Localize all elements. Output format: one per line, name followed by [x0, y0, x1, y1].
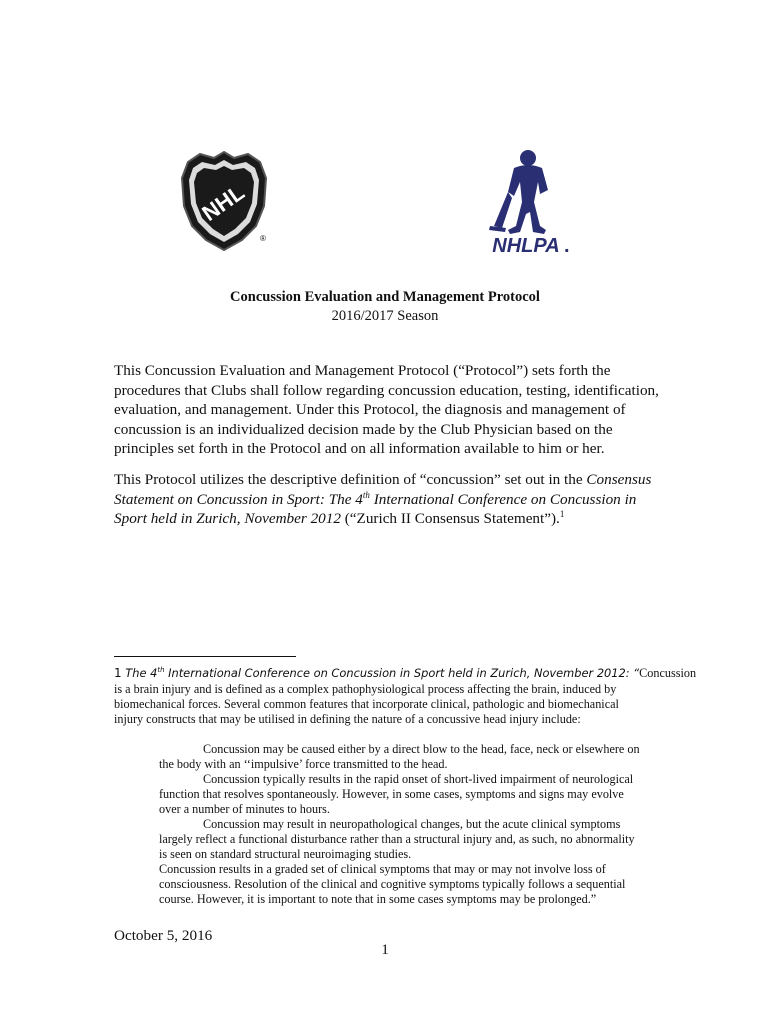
citation-title: International Conference on Concussion in [369, 490, 637, 508]
footnote-citation: The 4 [121, 666, 158, 680]
paragraph-line: procedures that Clubs shall follow regarding concussion education, testing, identification, [114, 381, 659, 399]
nhlpa-wordmark: NHLPA [492, 235, 560, 257]
footnote-line: injury constructs that may be utilised in defining the nature of a concussive head injury include: [114, 712, 581, 726]
nhlpa-logo [478, 146, 574, 258]
citation-title: Sport held in Zurich, November 2012 [114, 510, 341, 527]
registered-mark: ® [260, 234, 266, 243]
footnote-line: Concussion typically results in the rapid onset of short-lived impairment of neurological [203, 772, 634, 786]
footnote-line: Concussion results in a graded set of clinical symptoms that may or may not involve loss of [159, 862, 606, 876]
footnote-line: over a number of minutes to hours. [159, 802, 330, 816]
footnote-line: is a brain injury and is defined as a complex pathophysiological process affecting the brain, induced by [114, 682, 617, 696]
footnote-heading [114, 666, 696, 681]
citation-title: Statement on Concussion in Sport: The 4 [114, 490, 363, 508]
nhl-logo [176, 148, 272, 254]
document-date: October 5, 2016 [114, 927, 213, 944]
footnote-line: function that resolves spontaneously. However, in some cases, symptoms and signs may evolve [159, 787, 624, 801]
page-subtitle: 2016/2017 Season [331, 308, 439, 324]
footnote-line: is seen on standard structural neuroimaging studies. [159, 847, 412, 861]
footnote-line: consciousness. Resolution of the clinical and cognitive symptoms typically follows a sequential [159, 877, 626, 891]
intro-paragraph [114, 361, 674, 459]
citation-title: Consensus [586, 471, 652, 488]
paragraph-line: concussion is an individualized decision made by the Club Physician based on the [114, 420, 613, 438]
footnote-line: Concussion may result in neuropathological changes, but the acute clinical symptoms [203, 817, 621, 831]
hockey-player-icon [478, 146, 574, 258]
paragraph-text: This Protocol utilizes the descriptive definition of “concussion” set out in the [114, 471, 587, 488]
superscript: th [362, 489, 370, 500]
footnote-line: Concussion may be caused either by a direct blow to the head, face, neck or elsewhere on [203, 742, 640, 756]
open-quote: “ [633, 666, 640, 680]
footnote-citation: International Conference on Concussion in Sport held in Zurich, November 2012: [164, 666, 634, 680]
footnote-number: 1 [114, 666, 122, 680]
footnote-text: Concussion [639, 666, 697, 680]
superscript: th [157, 665, 165, 674]
footnote-line: largely reflect a functional disturbance rather than a structural injury and, as such, no abnormality [159, 832, 635, 846]
definition-paragraph [114, 470, 674, 529]
page-number: 1 [381, 941, 389, 958]
footnote-divider [114, 656, 296, 657]
page-title: Concussion Evaluation and Management Protocol [230, 289, 540, 305]
nhl-wordmark: NHL [197, 179, 249, 226]
footnote-line: biomechanical forces. Several common features that incorporate clinical, pathologic and biomechanical [114, 697, 619, 711]
footnote-reference: 1 [559, 508, 565, 519]
nhlpa-dot: . [564, 235, 570, 257]
paragraph-text: (“Zurich II Consensus Statement”). [340, 510, 560, 527]
paragraph-line: evaluation, and management. Under this Protocol, the diagnosis and management of [114, 401, 626, 418]
paragraph-line: principles set forth in the Protocol and on all information available to him or her. [114, 440, 605, 457]
footnote-line: the body with an ‘‘impulsive’ force transmitted to the head. [159, 757, 448, 771]
footnote-line: course. However, it is important to note that in some cases symptoms may be prolonged.” [159, 892, 597, 906]
paragraph-line: This Concussion Evaluation and Management Protocol (“Protocol”) sets forth the [114, 362, 611, 379]
